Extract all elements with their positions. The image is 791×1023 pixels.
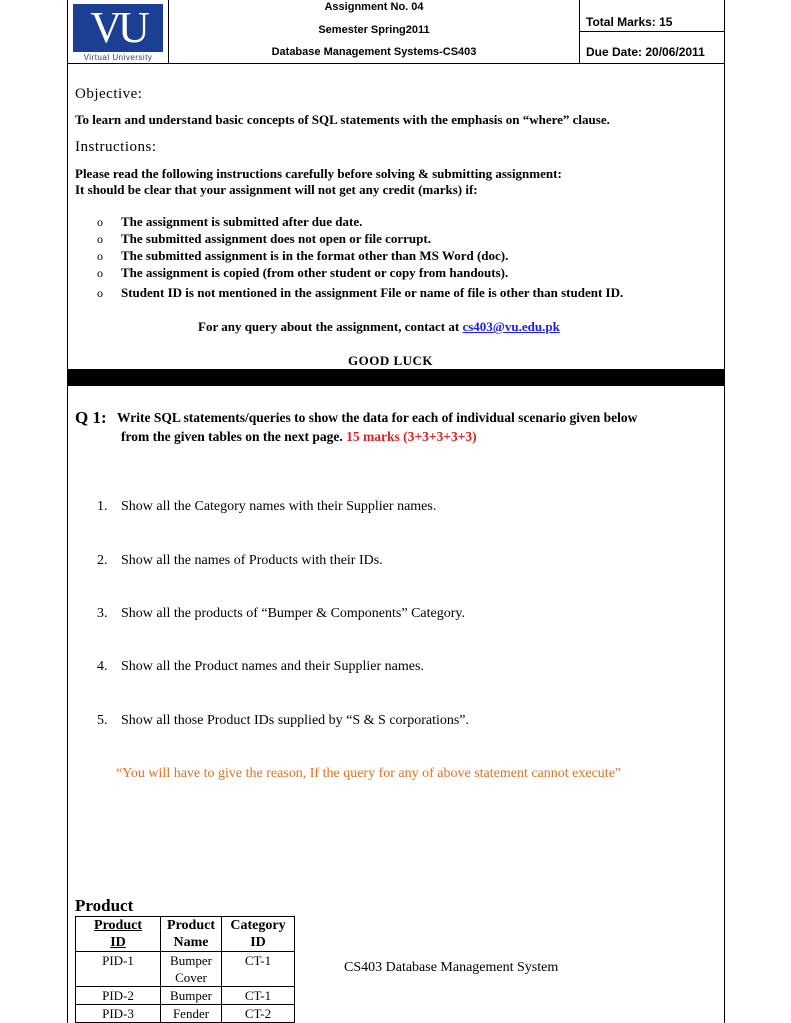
logo-caption: Virtual University xyxy=(83,53,153,62)
header-line: Product xyxy=(94,918,142,933)
bullet-icon: o xyxy=(97,249,103,263)
product-table-title: Product xyxy=(75,896,134,915)
header-line: Name xyxy=(173,935,209,950)
good-luck: GOOD LUCK xyxy=(348,353,434,368)
header-line: Product xyxy=(167,918,215,933)
header-center xyxy=(169,0,580,63)
product-table xyxy=(75,916,295,1023)
table-cell: PID-3 xyxy=(76,1005,161,1023)
section-divider-bar xyxy=(68,369,724,386)
question-item: Show all the Product names and their Supplier names. xyxy=(121,659,424,674)
objective-heading: Objective: xyxy=(75,86,143,102)
instructions-line-2: It should be clear that your assignment will not get any credit (marks) if: xyxy=(75,182,478,197)
question-line-2 xyxy=(121,429,477,445)
table-cell: CT-1 xyxy=(222,987,295,1005)
header-right xyxy=(580,0,724,63)
cell-line: Bumper xyxy=(170,953,212,968)
objective-text: To learn and understand basic concepts of SQL statements with the emphasis on “where” clause. xyxy=(75,112,610,127)
instruction-item: Student ID is not mentioned in the assignment File or name of file is other than student ID. xyxy=(121,285,624,300)
question-item: Show all the products of “Bumper & Components” Category. xyxy=(121,606,465,621)
table-header-row xyxy=(76,917,295,952)
question-item: Show all those Product IDs supplied by “S & S corporations”. xyxy=(121,713,470,728)
instruction-item: The assignment is submitted after due date. xyxy=(121,214,363,229)
course-title: Database Management Systems-CS403 xyxy=(271,46,477,58)
table-cell: Fender xyxy=(161,1005,222,1023)
table-cell: CT-1 xyxy=(222,952,295,987)
question-item-number: 2. xyxy=(97,553,108,568)
column-header-product-id xyxy=(76,917,161,952)
bullet-icon: o xyxy=(97,286,103,300)
table-cell: CT-2 xyxy=(222,1005,295,1023)
contact-email-link[interactable]: cs403@vu.edu.pk xyxy=(462,319,560,334)
question-marks: 15 marks (3+3+3+3+3) xyxy=(346,429,477,444)
due-date: Due Date: 20/06/2011 xyxy=(586,45,705,59)
table-cell: PID-1 xyxy=(76,952,161,987)
question-item-number: 3. xyxy=(97,606,108,621)
vu-logo-mark: VU xyxy=(73,4,163,52)
question-line-1: Write SQL statements/queries to show the data for each of individual scenario given below xyxy=(117,410,638,425)
header-line: ID xyxy=(250,935,266,950)
question-note: “You will have to give the reason, If the query for any of above statement cannot execute” xyxy=(116,766,622,781)
instructions-heading: Instructions: xyxy=(75,139,157,155)
question-label: Q 1: xyxy=(75,408,107,427)
instruction-item: The submitted assignment is in the format other than MS Word (doc). xyxy=(121,248,509,263)
table-cell xyxy=(161,952,222,987)
contact-line xyxy=(198,319,560,335)
header-divider xyxy=(580,31,724,32)
instructions-line-1: Please read the following instructions carefully before solving & submitting assignment: xyxy=(75,166,562,181)
column-header-category-id xyxy=(222,917,295,952)
table-cell: PID-2 xyxy=(76,987,161,1005)
cell-line: Cover xyxy=(175,970,207,985)
table-row xyxy=(76,952,295,987)
table-row xyxy=(76,1005,295,1023)
document-page xyxy=(67,0,725,1023)
header-line: ID xyxy=(110,935,126,950)
question-item-number: 4. xyxy=(97,659,108,674)
university-logo xyxy=(68,0,169,63)
bullet-icon: o xyxy=(97,232,103,246)
total-marks: Total Marks: 15 xyxy=(586,15,673,29)
column-header-product-name xyxy=(161,917,222,952)
assignment-header xyxy=(68,0,724,64)
semester: Semester Spring2011 xyxy=(318,24,430,36)
table-cell: Bumper xyxy=(161,987,222,1005)
page-footer: CS403 Database Management System xyxy=(344,960,559,975)
question-item-number: 5. xyxy=(97,713,108,728)
bullet-icon: o xyxy=(97,215,103,229)
question-item: Show all the names of Products with their IDs. xyxy=(121,553,383,568)
instruction-item: The submitted assignment does not open or file corrupt. xyxy=(121,231,431,246)
assignment-number: Assignment No. 04 xyxy=(324,1,424,13)
table-row xyxy=(76,987,295,1005)
bullet-icon: o xyxy=(97,266,103,280)
question-line-2-text: from the given tables on the next page. xyxy=(121,429,343,444)
header-line: Category xyxy=(230,918,286,933)
question-item-number: 1. xyxy=(97,499,108,514)
instruction-item: The assignment is copied (from other student or copy from handouts). xyxy=(121,265,509,280)
question-item: Show all the Category names with their Supplier names. xyxy=(121,499,437,514)
contact-prefix: For any query about the assignment, contact at xyxy=(198,319,463,334)
